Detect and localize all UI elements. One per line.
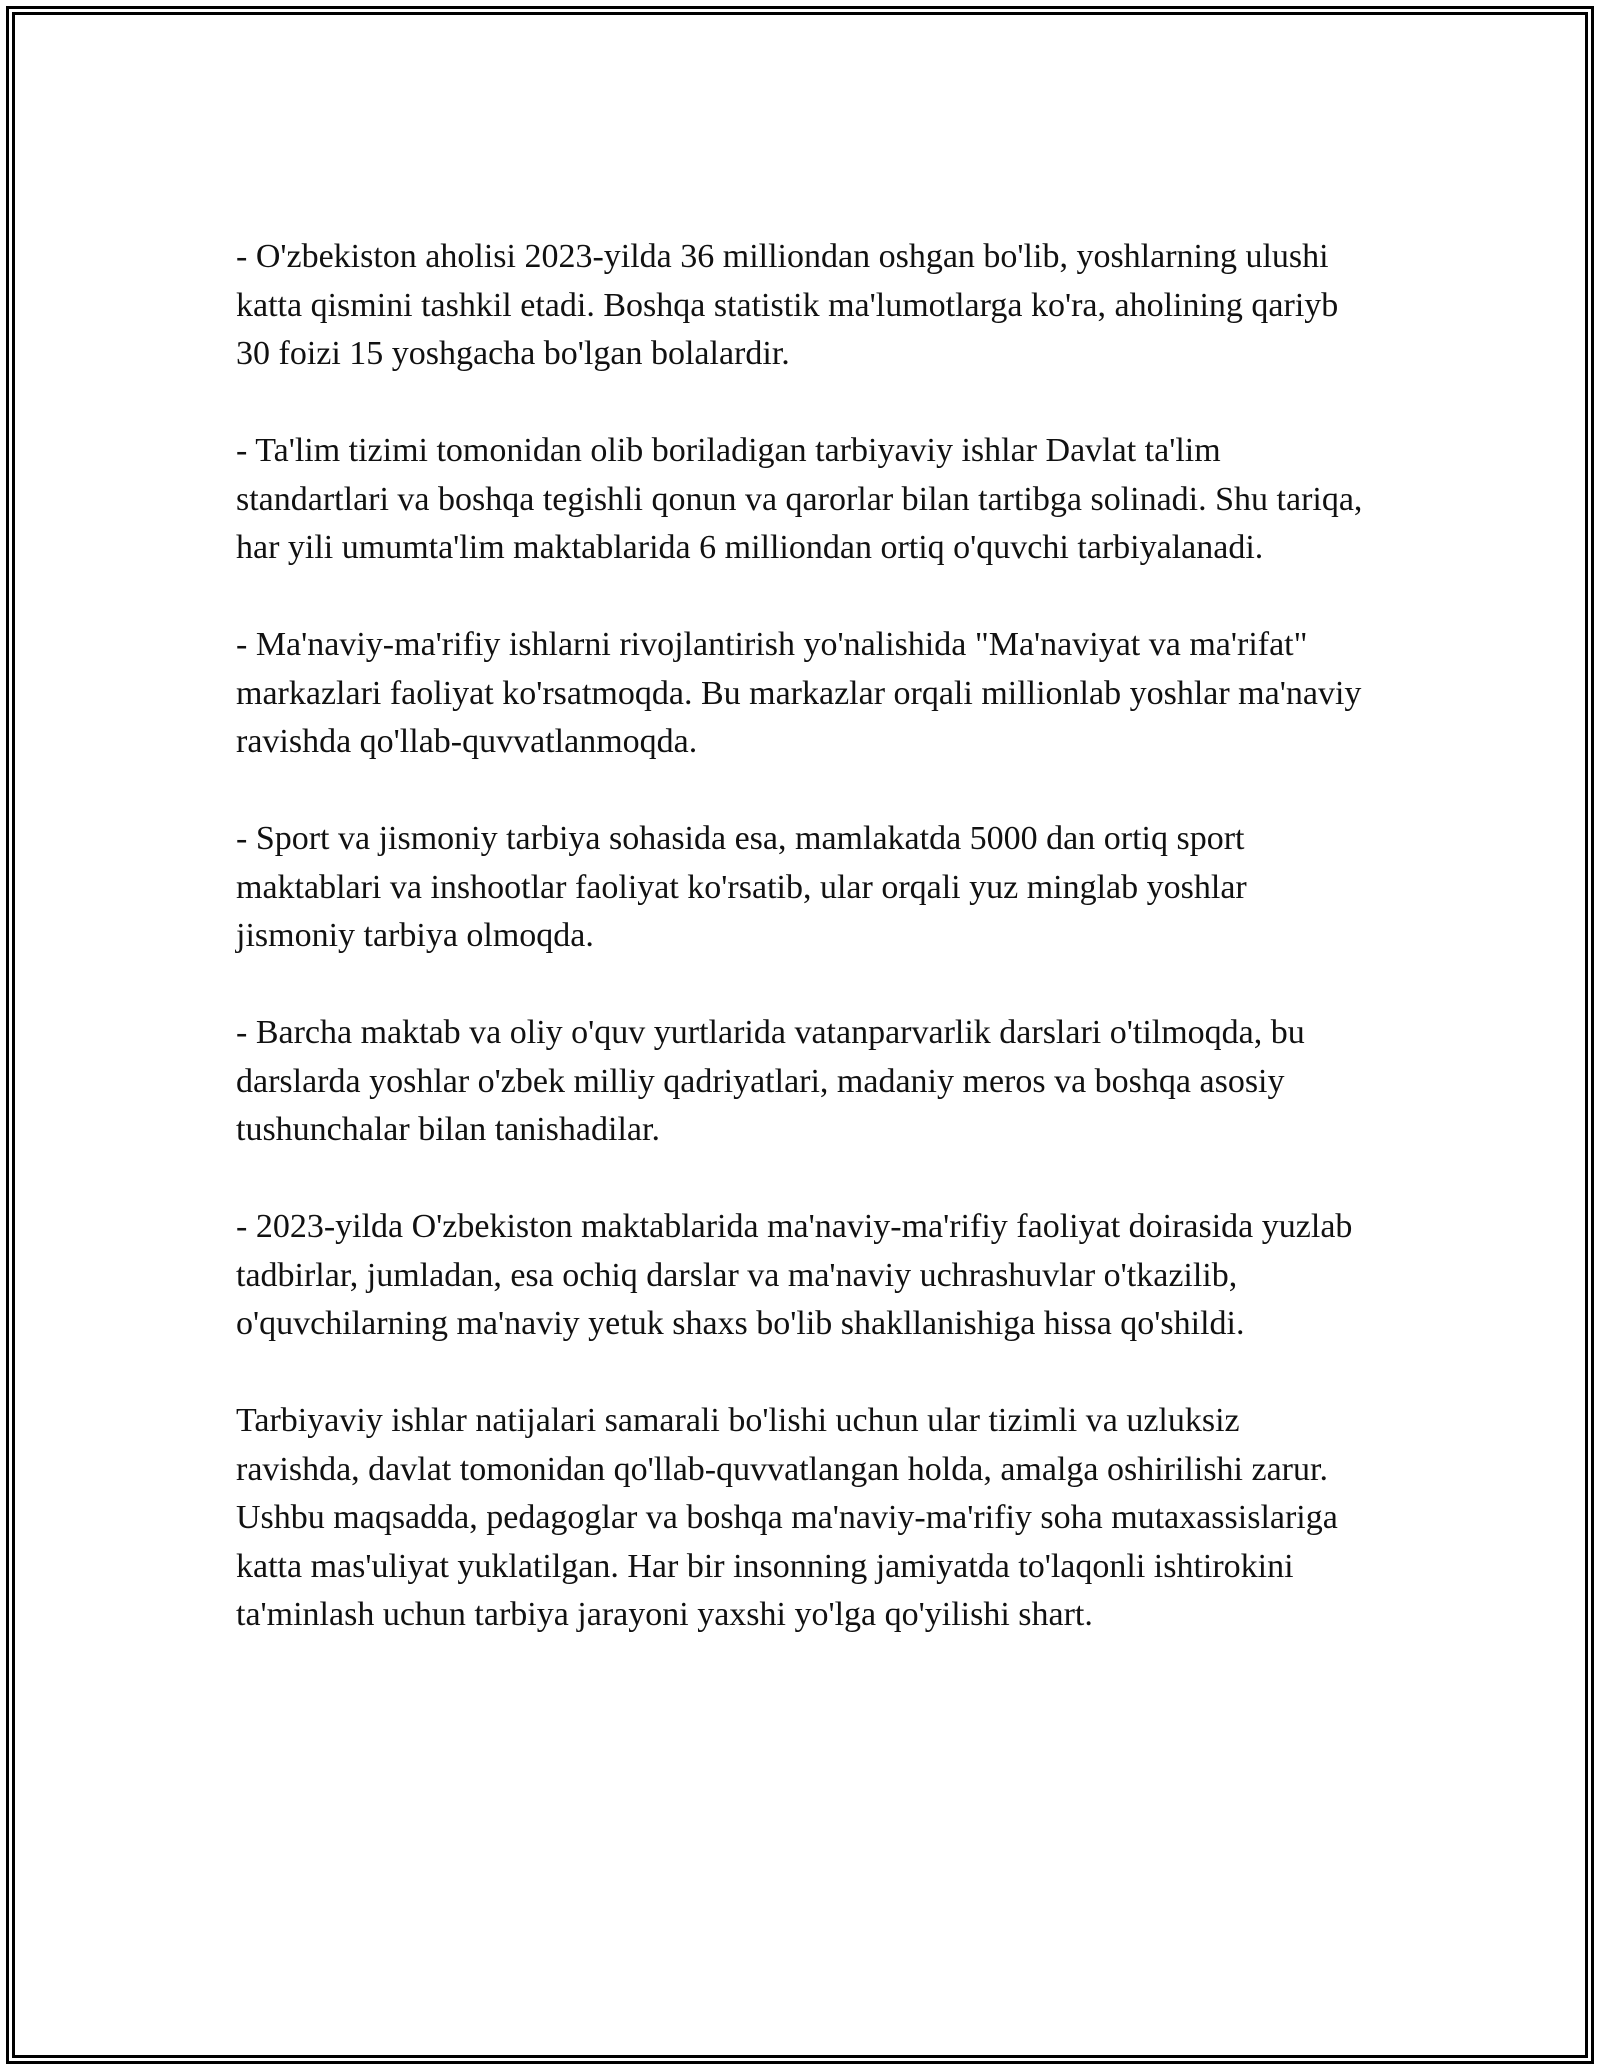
paragraph-spiritual-centers: - Ma'naviy-ma'rifiy ishlarni rivojlantirish yo'nalishida "Ma'naviyat va ma'rifat" markazlari faoliyat ko'rsatmoqda. Bu markazlar orqali millionlab yoshlar ma'naviy ravishda qo'llab-quvvatlanmoqda. <box>236 626 1362 760</box>
paragraph-population: - O'zbekiston aholisi 2023-yilda 36 milliondan oshgan bo'lib, yoshlarning ulushi katta qismini tashkil etadi. Boshqa statistik ma'lumotlarga ko'ra, aholining qariyb 30 foizi 15 yoshgacha bo'lgan bolalardir. <box>236 238 1339 372</box>
paragraph-sport: - Sport va jismoniy tarbiya sohasida esa, mamlakatda 5000 dan ortiq sport maktablari va inshootlar faoliyat ko'rsatib, ular orqali yuz minglab yoshlar jismoniy tarbiya olmoqda. <box>236 820 1247 954</box>
paragraph-patriotism-lessons: - Barcha maktab va oliy o'quv yurtlarida vatanparvarlik darslari o'tilmoqda, bu darslarda yoshlar o'zbek milliy qadriyatlari, madaniy meros va boshqa asosiy tushunchalar bilan tanishadilar. <box>236 1014 1305 1148</box>
paragraph-school-events: - 2023-yilda O'zbekiston maktablarida ma'naviy-ma'rifiy faoliyat doirasida yuzlab tadbirlar, jumladan, esa ochiq darslar va ma'naviy uchrashuvlar o'tkazilib, o'quvchilarning ma'naviy yetuk shaxs bo'lib shakllanishiga hissa qo'shildi. <box>236 1208 1353 1342</box>
paragraph-conclusion: Tarbiyaviy ishlar natijalari samarali bo'lishi uchun ular tizimli va uzluksiz ravishda, davlat tomonidan qo'llab-quvvatlangan holda, amalga oshirilishi zarur. Ushbu maqsadda, pedagoglar va boshqa ma'naviy-ma'rifiy soha mutaxassislariga katta mas'uliyat yuklatilgan. Har bir insonning jamiyatda to'laqonli ishtirokini ta'minlash uchun tarbiya jarayoni yaxshi yo'lga qo'yilishi shart. <box>236 1402 1338 1633</box>
document-body <box>236 233 1366 1688</box>
paragraph-education-system: - Ta'lim tizimi tomonidan olib boriladigan tarbiyaviy ishlar Davlat ta'lim standartlari va boshqa tegishli qonun va qarorlar bilan tartibga solinadi. Shu tariqa, har yili umumta'lim maktablarida 6 milliondan ortiq o'quvchi tarbiyalanadi. <box>236 432 1363 566</box>
